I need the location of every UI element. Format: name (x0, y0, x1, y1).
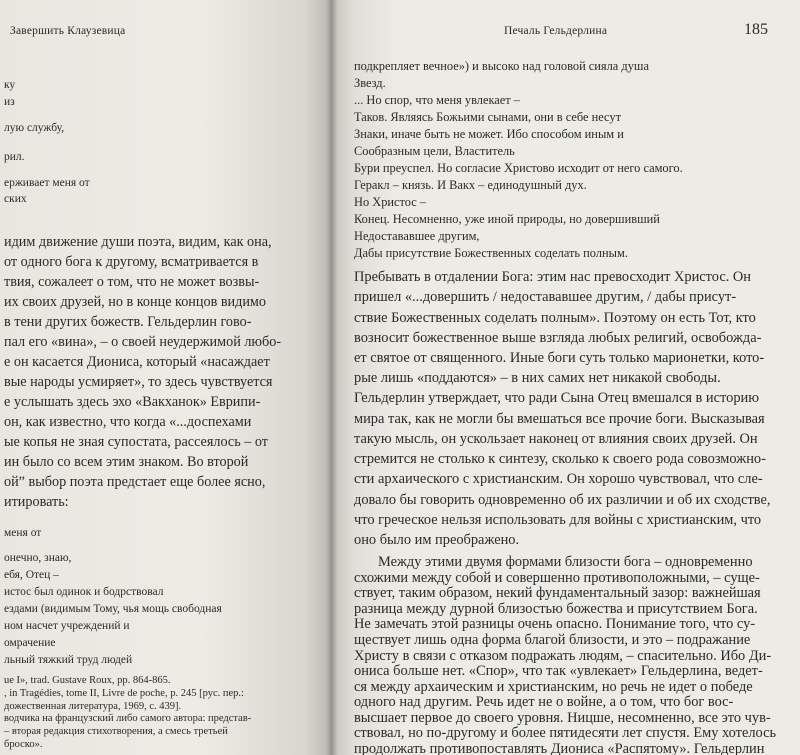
text-line: пришел «...довершить / недостававшее другим, / дабы присут- (354, 289, 737, 306)
text-line: ые копья не зная супостата, рассеялось – от (4, 434, 268, 450)
verse-line: лую службу, (4, 122, 65, 134)
verse-line: истос был одинок и бодрствовал (4, 586, 164, 598)
verse-line: Дабы присутствие Божественных соделать полным. (354, 246, 628, 260)
text-line: идим движение души поэта, видим, как она, (4, 234, 272, 250)
running-header-left: Завершить Клаузевица (10, 25, 126, 37)
verse-line: льный тяжкий труд людей (4, 654, 133, 666)
verse-line: Бури преуспел. Но согласие Христово исходит от него самого. (354, 161, 683, 175)
text-line: ствовал, но по-другому и более пятидесяти лет спустя. Ему хотелось (354, 725, 777, 742)
footnote-line: – вторая редакция стихотворения, а смесь третьей (4, 726, 228, 738)
verse-line: ерживает меня от (4, 177, 90, 189)
text-line: схожими между собой и совершенно противоположными, – суще- (354, 569, 760, 586)
text-line: мира так, как не могли бы вмешаться все прочие боги. Высказывая (354, 410, 765, 427)
text-line: рые лишь «поддаются» – в них самих нет никакой свободы. (354, 370, 721, 387)
text-line: ществует лишь одна форма благой близости, и это – подражание (354, 631, 751, 648)
verse-line: Конец. Несомненно, уже иной природы, но довершивший (354, 212, 660, 226)
text-line: е он касается Диониса, который «насаждает (4, 354, 270, 370)
verse-line: подкрепляет вечное») и высоко над головой сияла душа (354, 59, 649, 73)
verse-line: ... Но спор, что меня увлекает – (354, 93, 520, 107)
verse-line: Таков. Являясь Божьими сынами, они в себе несут (354, 110, 621, 124)
verse-line: Сообразным цели, Властитель (354, 144, 515, 158)
verse-line: рил. (4, 151, 25, 163)
text-line: твия, сожалеет о том, что не может возвы- (4, 274, 260, 290)
book-gutter (326, 0, 338, 755)
verse-line: ских (4, 193, 27, 205)
text-line: Между этими двумя формами близости бога – одновременно (378, 554, 753, 570)
verse-line: омрачение (4, 637, 56, 649)
text-line: ониса больше нет. «Спор», что так «увлекает» Гельдерлина, ведет- (354, 663, 763, 680)
text-line: ет святое от священного. Иные боги суть только марионетки, кото- (354, 349, 765, 366)
verse-line: ездами (видимым Тому, чья мощь свободная (4, 603, 222, 615)
text-line: возносит божественное выше взгляда любых религий, освобожда- (354, 329, 762, 346)
verse-line: Звезд. (354, 76, 386, 90)
text-line: Пребывать в отдалении Бога: этим нас превосходит Христос. Он (354, 269, 751, 285)
verse-line: ебя, Отец – (4, 569, 59, 581)
verse-line: ном насчет учреждений и (4, 620, 130, 632)
text-line: ствие Божественных соделать полным». Поэтому он есть Тот, кто (354, 309, 756, 326)
text-line: такую мысль, он ускользает наконец от влияния своих друзей. Он (354, 430, 758, 447)
verse-line: Но Христос – (354, 195, 427, 209)
text-line: продолжать противопоставлять Диониса «Распятому». Гельдерлин (354, 741, 765, 755)
text-line: ой” выбор поэта предстает еще более ясно, (4, 474, 266, 490)
text-line: е услышать здесь эхо «Вакханок» Еврипи- (4, 394, 261, 410)
footnote-line: дожественная литература, 1969, с. 439]. (4, 700, 182, 712)
text-line: их своих друзей, но в конце концов видимо (4, 294, 267, 310)
verse-line: ку (4, 79, 16, 91)
text-line: Гельдерлин утверждает, что ради Сына Отец вмешался в историю (354, 390, 759, 407)
footnote-line: ue I», trad. Gustave Roux, pp. 864-865. (4, 675, 171, 686)
text-line: ся между архаическим и христианским, но речь не идет о победе (354, 678, 753, 695)
text-line: ствует, таким образом, некий фундаментальный зазор: важнейшая (354, 585, 761, 602)
text-line: Не замечать этой разницы очень опасно. Понимание того, что су- (354, 616, 756, 633)
running-header-right: Печаль Гельдерлина (504, 25, 608, 37)
right-page (332, 0, 800, 755)
verse-line: Знаки, иначе быть не может. Ибо способом иным и (354, 127, 624, 141)
text-line: он, как известно, что когда «...доспехами (4, 414, 252, 430)
text-line: стремится не столько к синтезу, сколько к своего рода совозможно- (354, 451, 766, 468)
text-line: в тени других божеств. Гельдерлин гово- (4, 314, 252, 330)
text-line: итировать: (4, 494, 69, 510)
text-line: оно было им преображено. (354, 532, 520, 548)
text-line: высшает первое до своего уровня. Ницше, несомненно, все это чув- (354, 709, 771, 726)
text-line: пал его «вина», – о своей неудержимой любо- (4, 334, 282, 350)
text-line: довало бы говорить одновременно об их различии и об их сходстве, (354, 491, 771, 508)
text-line: вые народы усмиряет», то здесь чувствуется (4, 374, 273, 390)
text-line: ин было со всем этим знаком. Во второй (4, 454, 249, 470)
verse-line: Недостававшее другим, (354, 229, 480, 243)
footnote-line: броско». (4, 739, 43, 750)
text-line: разница между дурной близостью божества и присутствием Бога. (354, 600, 758, 617)
text-line: что греческое нельзя использовать для войны с христианским, что (354, 511, 762, 528)
text-line: сти архаического с христианским. Он хорошо чувствовал, что сле- (354, 471, 763, 488)
footnote-line: водчика на французский либо самого автора: представ- (4, 713, 252, 725)
verse-line: меня от (4, 527, 42, 539)
text-line: одного над другим. Речь идет не о войне, а о том, что бог вос- (354, 694, 734, 711)
verse-line: из (4, 96, 15, 108)
verse-line: Геракл – князь. И Вакх – единодушный дух. (354, 178, 587, 192)
text-line: от одного бога к другому, всматривается в (4, 254, 259, 270)
verse-line: онечно, знаю, (4, 552, 72, 564)
page-number: 185 (744, 21, 768, 38)
left-page (0, 0, 332, 755)
text-line: Христу в связи с отказом подражать людям, – спасительно. Ибо Ди- (354, 647, 772, 664)
footnote-line: , in Tragédies, tome II, Livre de poche, p. 245 [рус. пер.: (4, 687, 244, 699)
